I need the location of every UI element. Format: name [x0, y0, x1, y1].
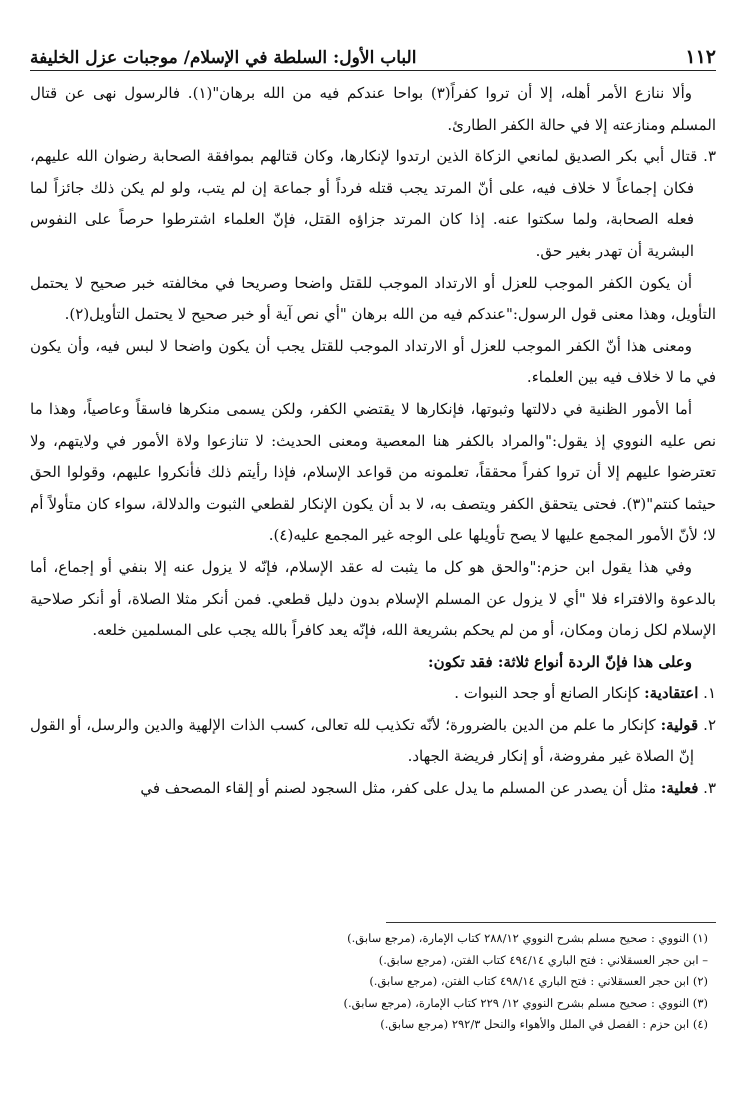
running-title: الباب الأول: السلطة في الإسلام/ موجبات عزل الخليفة [30, 48, 417, 68]
footnote: (٣) النووي : صحيح مسلم بشرح النووي ١٢/ ٢٢٩ كتاب الإمارة، (مرجع سابق.) [343, 995, 708, 1010]
section-heading: وعلى هذا فإنّ الردة أنواع ثلاثة: فقد تكون: [428, 652, 692, 671]
item-text: مثل أن يصدر عن المسلم ما يدل على كفر، مثل السجود لصنم أو إلقاء المصحف في [140, 779, 657, 798]
paragraph: وفي هذا يقول ابن حزم:"والحق هو كل ما يثبت له عقد الإسلام، فإنّه لا يزول عنه إلا بنفي أو إجماع، أما بالدعوة والافتراء فلا "أي لا يزول عن المسلم الإسلام بدون دليل قطعي. فمن أنكر مثلا الصلاة، أو أنكر صلاحية الإسلام لكل زمان ومكان، أو من لم يحكم بشريعة الله، فإنّه يعد كافراً بالله يجب على المسلمين خلعه. [30, 557, 716, 640]
item-number: ٣. [703, 779, 716, 798]
page-number: ١١٢ [685, 46, 716, 68]
item-text: كإنكار الصانع أو جحد النبوات . [454, 684, 640, 703]
list-item [30, 710, 716, 773]
header-rule [30, 70, 716, 71]
footnote: (٢) ابن حجر العسقلاني : فتح الباري ٤٩٨/١٤ كتاب الفتن، (مرجع سابق.) [369, 974, 708, 989]
footnote: (٤) ابن حزم : الفصل في الملل والأهواء والنحل ٢٩٢/٣ (مرجع سابق.) [380, 1017, 708, 1032]
paragraph: ومعنى هذا أنّ الكفر الموجب للعزل أو الارتداد الموجب للقتل يجب أن يكون واضحا لا لبس فيه، وأن يكون في ما لا خلاف فيه بين العلماء. [30, 336, 716, 387]
item-text: كإنكار ما علم من الدين بالضرورة؛ لأنّه تكذيب لله تعالى، كسب الذات الإلهية والدين والرسل، أو القول إنّ الصلاة غير مفروضة، أو إنكار فريضة الجهاد. [30, 715, 694, 766]
list-item [30, 678, 716, 710]
paragraph: أن يكون الكفر الموجب للعزل أو الارتداد الموجب للقتل واضحا وصريحا في مخالفته خبر صحيح لا يحتمل التأويل، وهذا معنى قول الرسول:"عندكم فيه من الله برهان "أي نص آية أو خبر صحيح لا يحتمل التأويل(٢). [30, 273, 716, 324]
page-body [30, 78, 716, 805]
item-number: ١. [703, 684, 716, 703]
list-item [30, 773, 716, 805]
item-label: فعلية: [660, 779, 699, 798]
paragraph: أما الأمور الظنية في دلالتها وثبوتها، فإنكارها لا يقتضي الكفر، ولكن يسمى منكرها فاسقاً وعاصياً، وهذا ما نص عليه النووي إذ يقول:"والمراد بالكفر هنا المعصية ومعنى الحديث: لا تنازعوا ولاة الأمور في ولايتهم، ولا تعترضوا عليهم إلا أن تروا كفراً محققاً، تعلمونه من قواعد الإسلام، فإذا رأيتم ذلك فأنكروا عليهم، وقولوا الحق حيثما كنتم"(٣). فحتى يتحقق الكفر ويتصف به، لا بد أن يكون الإنكار لقطعي الثبوت والدلالة، سواء كان متأولاً أم لا؛ لأنّ الأمور المجمع عليها لا يصح تأويلها على الوجه غير المجمع عليه(٤). [30, 399, 717, 545]
footnotes [30, 928, 708, 1036]
footnote: – ابن حجر العسقلاني : فتح الباري ٤٩٤/١٤ كتاب الفتن، (مرجع سابق.) [378, 952, 708, 967]
paragraph: وألا ننازع الأمر أهله، إلا أن تروا كفراً(٣) بواحا عندكم فيه من الله برهان"(١). فالرسول نهى عن قتال المسلم ومنازعته إلا في حالة الكفر الطارئ. [30, 84, 716, 134]
item-label: اعتقادية: [644, 684, 699, 703]
numbered-paragraph: ٣. قتال أبي بكر الصديق لمانعي الزكاة الذين ارتدوا لإنكارها، وكان قتالهم بموافقة الصحابة رضوان الله عليهم، فكان إجماعاً لا خلاف فيه، على أنّ المرتد يجب قتله فرداً أو جماعة إن لم يتب، ولو لم يكن ذلك جائزاً لما فعله الصحابة، ولما سكتوا عنه. إذا كان المرتد جزاؤه القتل، فإنّ العلماء اشترطوا حرصاً على النفوس البشرية أن تهدر بغير حق. [30, 147, 716, 260]
footnote: (١) النووي : صحيح مسلم بشرح النووي ٢٨٨/١٢ كتاب الإمارة، (مرجع سابق.) [347, 931, 708, 945]
page-header [30, 38, 716, 68]
item-number: ٢. [703, 715, 716, 734]
item-label: قولية: [660, 715, 699, 734]
footnote-rule [386, 922, 716, 923]
